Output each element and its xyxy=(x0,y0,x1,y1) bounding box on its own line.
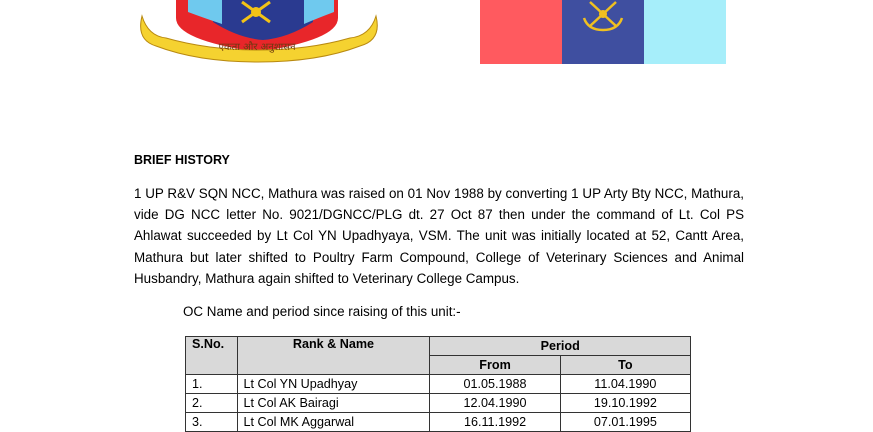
cell-sno: 2. xyxy=(186,394,238,413)
brief-history-heading: BRIEF HISTORY xyxy=(134,153,230,167)
flag-band-lightblue xyxy=(644,0,726,64)
flag-band-red xyxy=(480,0,562,64)
brief-history-paragraph: 1 UP R&V SQN NCC, Mathura was raised on 01 Nov 1988 by converting 1 UP Arty Bty NCC, Mathura, vide DG NCC letter No. 9021/DGNCC/PLG dt. 27 Oct 87 then under the command of Lt. Col PS Ahlawat succeeded by Lt Col YN Upadhyaya, VSM. The unit was initially located at 52, Cantt Area, Mathura but later shifted to Poultry Farm Compound, College of Veterinary Sciences and Animal Husbandry, Mathura again shifted to Veterinary College Campus. xyxy=(134,186,744,286)
oc-table xyxy=(185,336,691,432)
header-to: To xyxy=(560,356,690,375)
table-row xyxy=(186,413,691,432)
flag-emblem-icon xyxy=(578,0,628,34)
cell-sno: 1. xyxy=(186,375,238,394)
emblem-motto: एकता और अनुशासन xyxy=(218,42,296,53)
cell-sno: 3. xyxy=(186,413,238,432)
header-period: Period xyxy=(430,337,691,356)
ncc-emblem-logo xyxy=(138,0,386,66)
cell-name: Lt Col YN Upadhyay xyxy=(237,375,430,394)
cell-to: 19.10.1992 xyxy=(560,394,690,413)
oc-intro-text: OC Name and period since raising of this unit:- xyxy=(183,304,461,319)
cell-to: 11.04.1990 xyxy=(560,375,690,394)
flag-band-blue xyxy=(562,0,644,64)
header-from: From xyxy=(430,356,560,375)
table-row xyxy=(186,394,691,413)
cell-from: 12.04.1990 xyxy=(430,394,560,413)
ncc-flag xyxy=(480,0,726,64)
cell-from: 01.05.1988 xyxy=(430,375,560,394)
cell-name: Lt Col MK Aggarwal xyxy=(237,413,430,432)
header-rank-name: Rank & Name xyxy=(237,337,430,375)
cell-name: Lt Col AK Bairagi xyxy=(237,394,430,413)
header-sno: S.No. xyxy=(186,337,238,375)
cell-from: 16.11.1992 xyxy=(430,413,560,432)
cell-to: 07.01.1995 xyxy=(560,413,690,432)
table-row xyxy=(186,375,691,394)
